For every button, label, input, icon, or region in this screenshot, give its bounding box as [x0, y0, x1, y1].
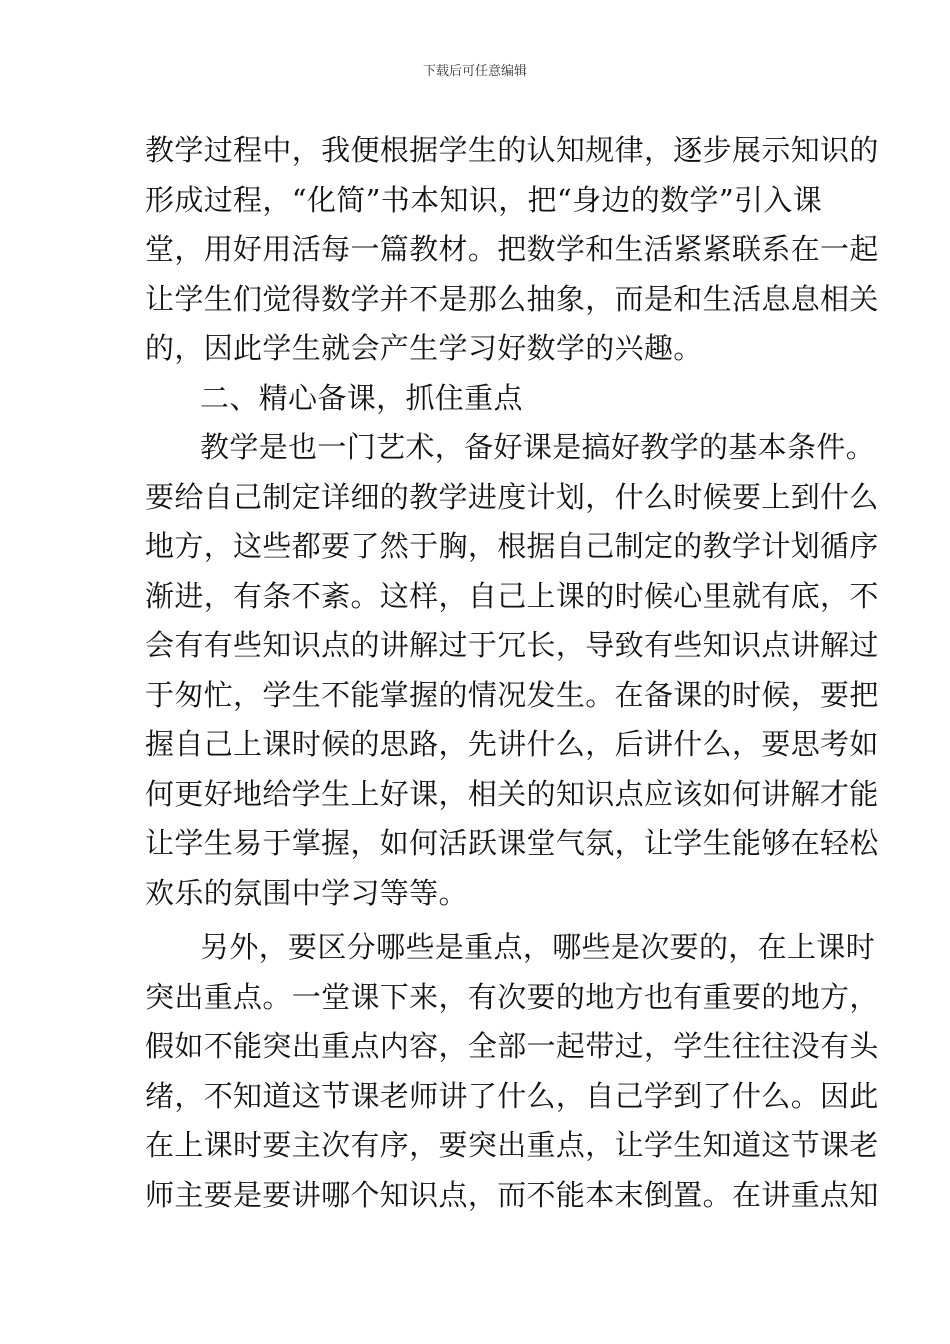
paragraph	[145, 126, 879, 374]
text-line: 握自己上课时候的思路，先讲什么，后讲什么，要思考如	[145, 727, 879, 761]
text-line: 的，因此学生就会产生学习好数学的兴趣。	[145, 331, 703, 365]
text-line: 渐进，有条不紊。这样，自己上课的时候心里就有底，不	[145, 578, 879, 613]
text-line: 于匆忙，学生不能掌握的情况发生。在备课的时候，要把	[145, 677, 879, 712]
text-line: 地方，这些都要了然于胸，根据自己制定的教学计划循序	[145, 529, 879, 563]
document-body	[145, 126, 879, 1220]
heading-line: 二、精心备课，抓住重点	[200, 380, 523, 415]
section-heading	[145, 374, 807, 424]
text-line: 师主要是要讲哪个知识点，而不能本末倒置。在讲重点知	[145, 1177, 879, 1212]
text-line: 教学过程中，我便根据学生的认知规律，逐步展示知识的	[145, 133, 879, 167]
text-line: 要给自己制定详细的教学进度计划，什么时候要上到什么	[145, 479, 879, 514]
paragraph	[145, 923, 879, 1220]
text-line: 让学生易于掌握，如何活跃课堂气氛，让学生能够在轻松	[145, 826, 879, 860]
text-line: 会有有些知识点的讲解过于冗长，导致有些知识点讲解过	[145, 628, 879, 662]
text-line: 假如不能突出重点内容，全部一起带过，学生往往没有头	[145, 1029, 879, 1063]
text-line: 在上课时要主次有序，要突出重点，让学生知道这节课老	[145, 1128, 879, 1162]
text-line: 何更好地给学生上好课，相关的知识点应该如何讲解才能	[145, 776, 879, 811]
text-line: 另外，要区分哪些是重点，哪些是次要的，在上课时	[200, 930, 876, 964]
text-line: 绪，不知道这节课老师讲了什么，自己学到了什么。因此	[145, 1078, 879, 1113]
text-line: 欢乐的氛围中学习等等。	[145, 875, 468, 910]
text-line: 教学是也一门艺术，备好课是搞好教学的基本条件。	[200, 430, 876, 464]
text-line: 让学生们觉得数学并不是那么抽象，而是和生活息息相关	[145, 281, 879, 316]
paragraph	[145, 423, 879, 918]
page-header: 下载后可任意编辑	[422, 64, 527, 79]
text-line: 堂，用好用活每一篇教材。把数学和生活紧紧联系在一起	[145, 232, 879, 266]
text-line: 突出重点。一堂课下来，有次要的地方也有重要的地方，	[145, 979, 879, 1014]
text-line: 形成过程，“化简”书本知识，把“身边的数学”引入课	[145, 182, 823, 217]
